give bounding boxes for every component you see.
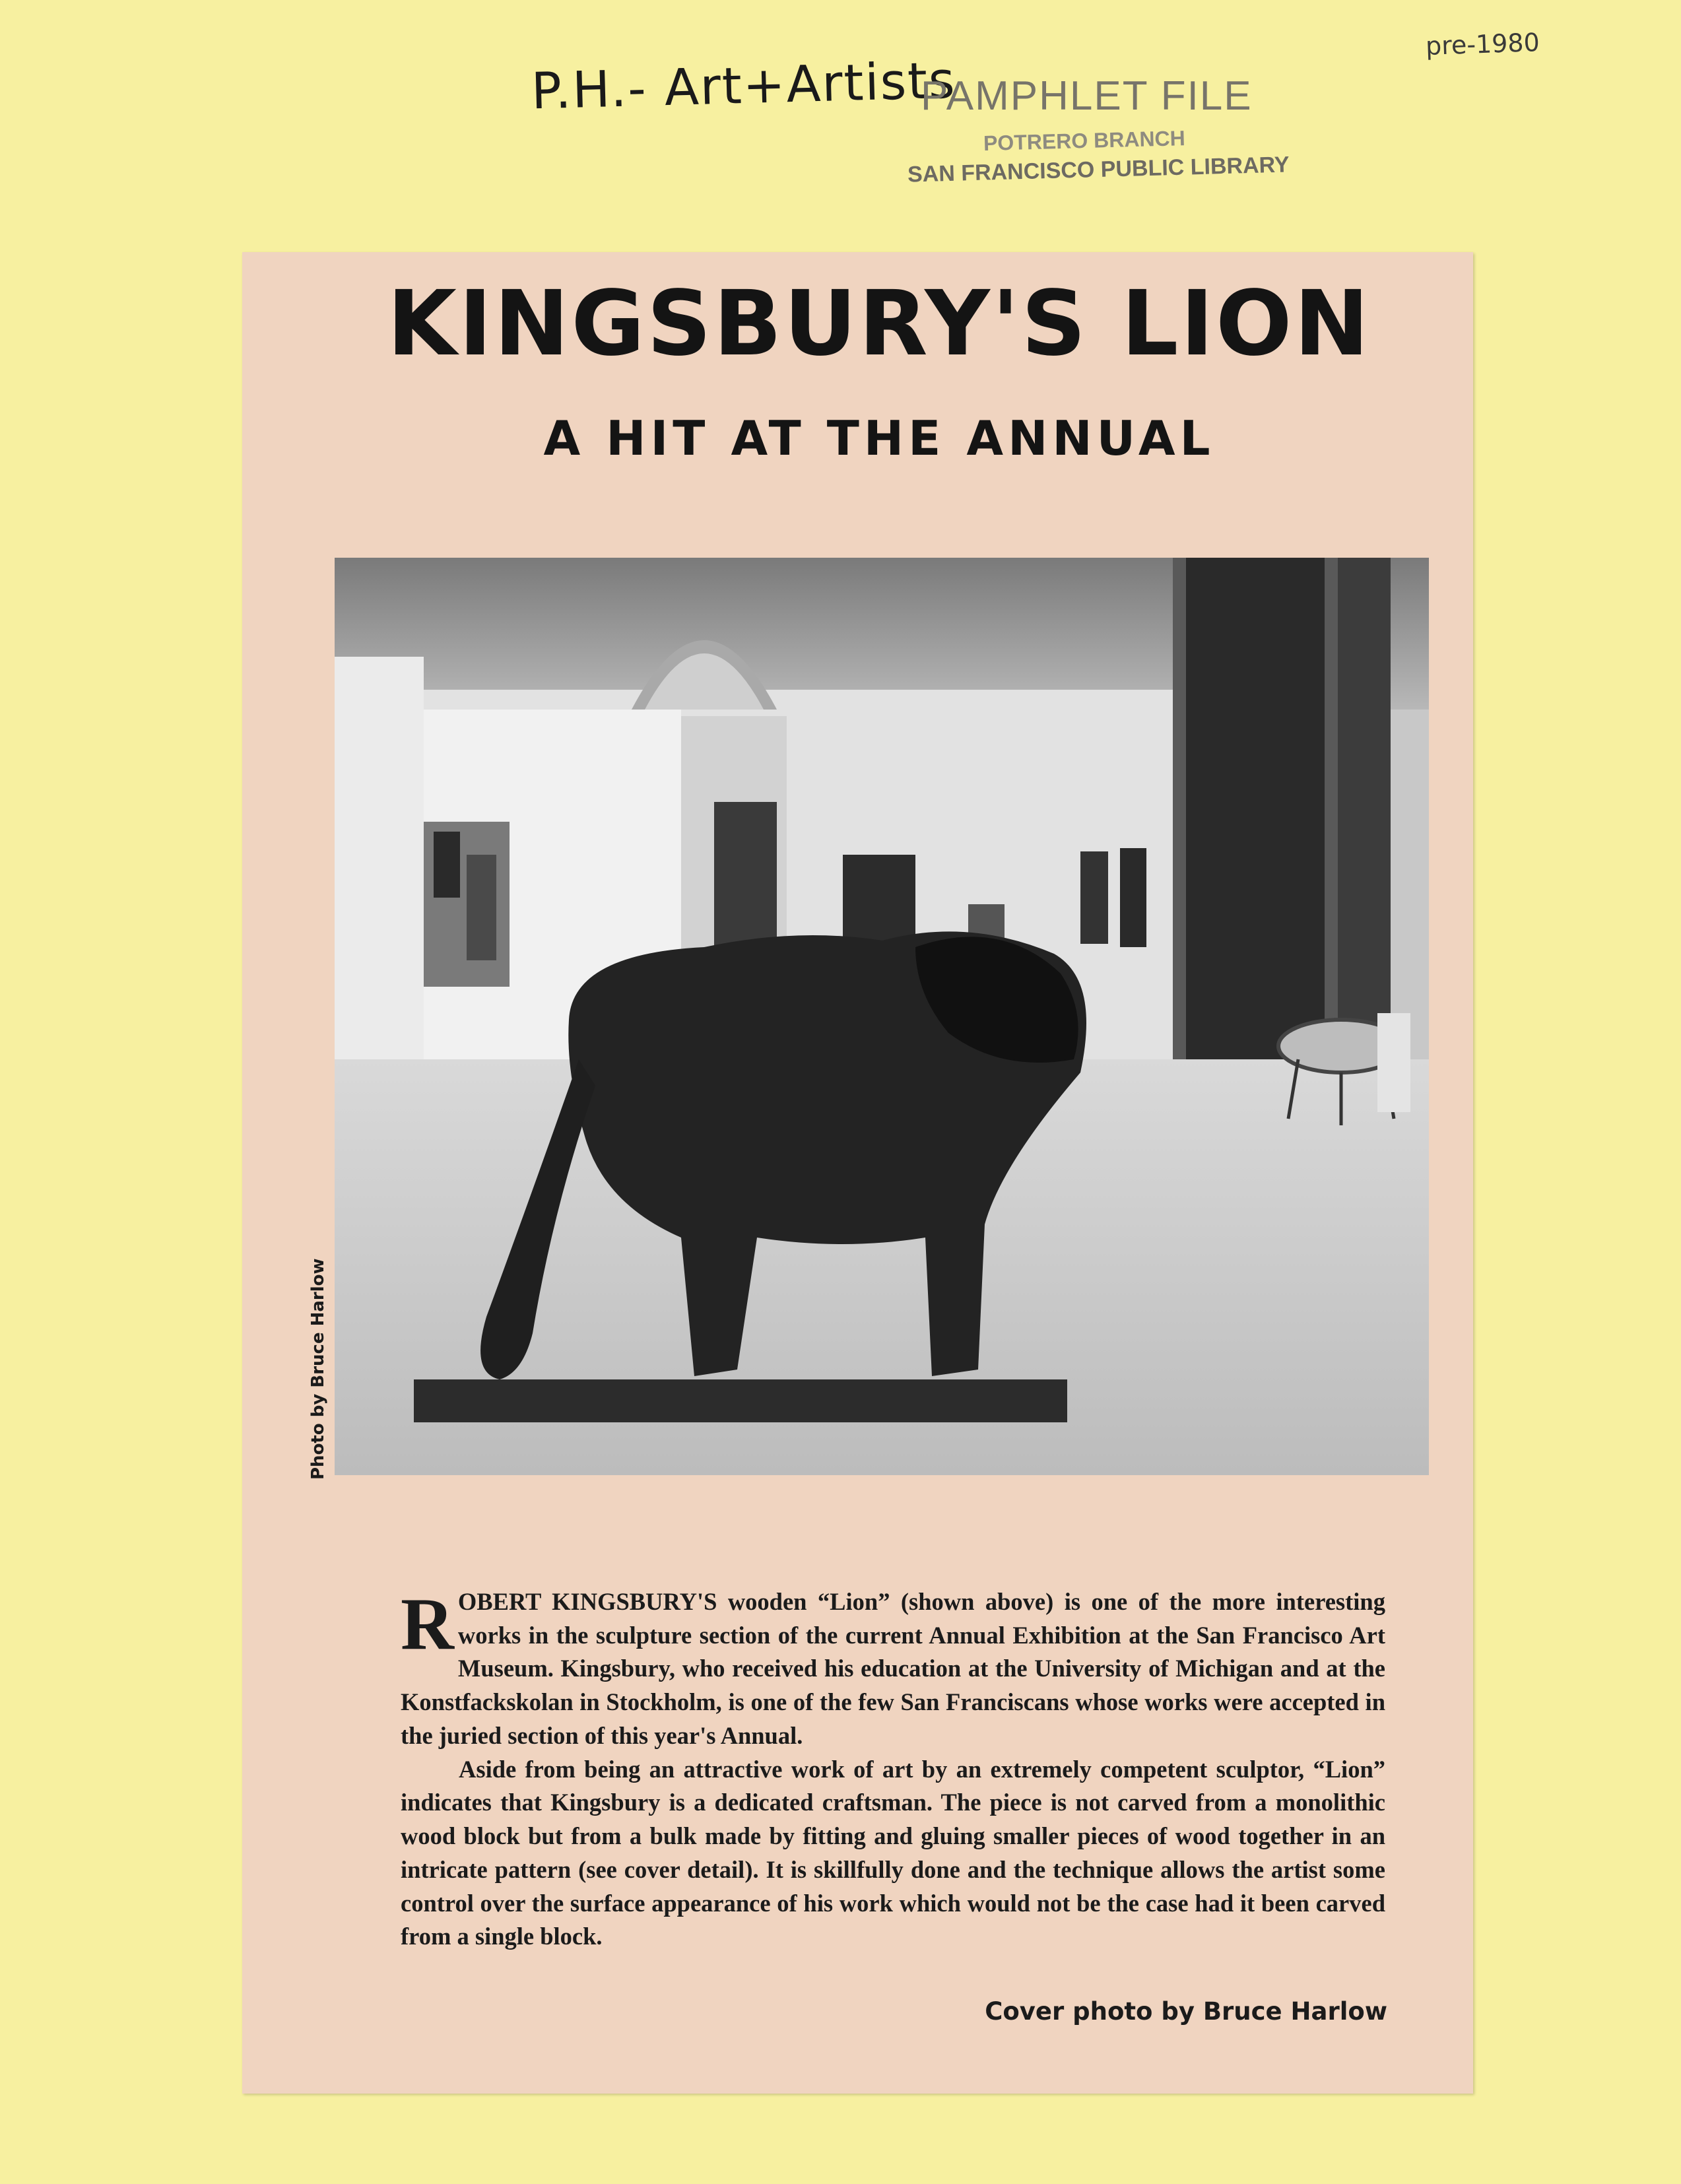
paragraph-1-text: wooden “Lion” (shown above) is one of the more interesting works in the sculpture section of the current Annual Exhibition at the San Francisco Art Museum. Kingsbury, who received his education at the University of Michigan and at the Konstfackskolan in Stockholm, is one of the few San Franciscans whose works were accepted in the juried section of this year's Annual. — [401, 1588, 1385, 1749]
subheadline: A HIT AT THE ANNUAL — [543, 411, 1215, 466]
handwritten-note: P.H.- Art+Artists — [530, 50, 957, 121]
photo-credit: Photo by Bruce Harlow — [308, 1258, 328, 1480]
drop-cap: R — [401, 1583, 454, 1665]
headline: KINGSBURY'S LION — [387, 272, 1371, 376]
handwritten-date: pre-1980 — [1425, 27, 1540, 61]
cover-photo-credit: Cover photo by Bruce Harlow — [985, 1997, 1387, 2026]
lead-in-smallcaps: OBERT KINGSBURY'S — [457, 1588, 717, 1615]
library-stamp-title: PAMPHLET FILE — [921, 73, 1253, 119]
newspaper-clipping — [242, 252, 1473, 2094]
article-paragraph-1 — [401, 1585, 1385, 1753]
article-body — [401, 1585, 1385, 1954]
library-stamp-library: SAN FRANCISCO PUBLIC LIBRARY — [907, 152, 1290, 187]
gallery-photo — [335, 558, 1429, 1475]
article-paragraph-2: Aside from being an attractive work of art by an extremely competent sculptor, “Lion” indicates that Kingsbury is a dedicated craftsman. The piece is not carved from a monolithic wood block but from a bulk made by fitting and gluing smaller pieces of wood together in an intricate pattern (see cover detail). It is skillfully done and the technique allows the artist some control over the surface appearance of his work which would not be the case had it been carved from a single block. — [401, 1755, 1385, 1950]
library-stamp-branch: POTRERO BRANCH — [983, 126, 1186, 155]
